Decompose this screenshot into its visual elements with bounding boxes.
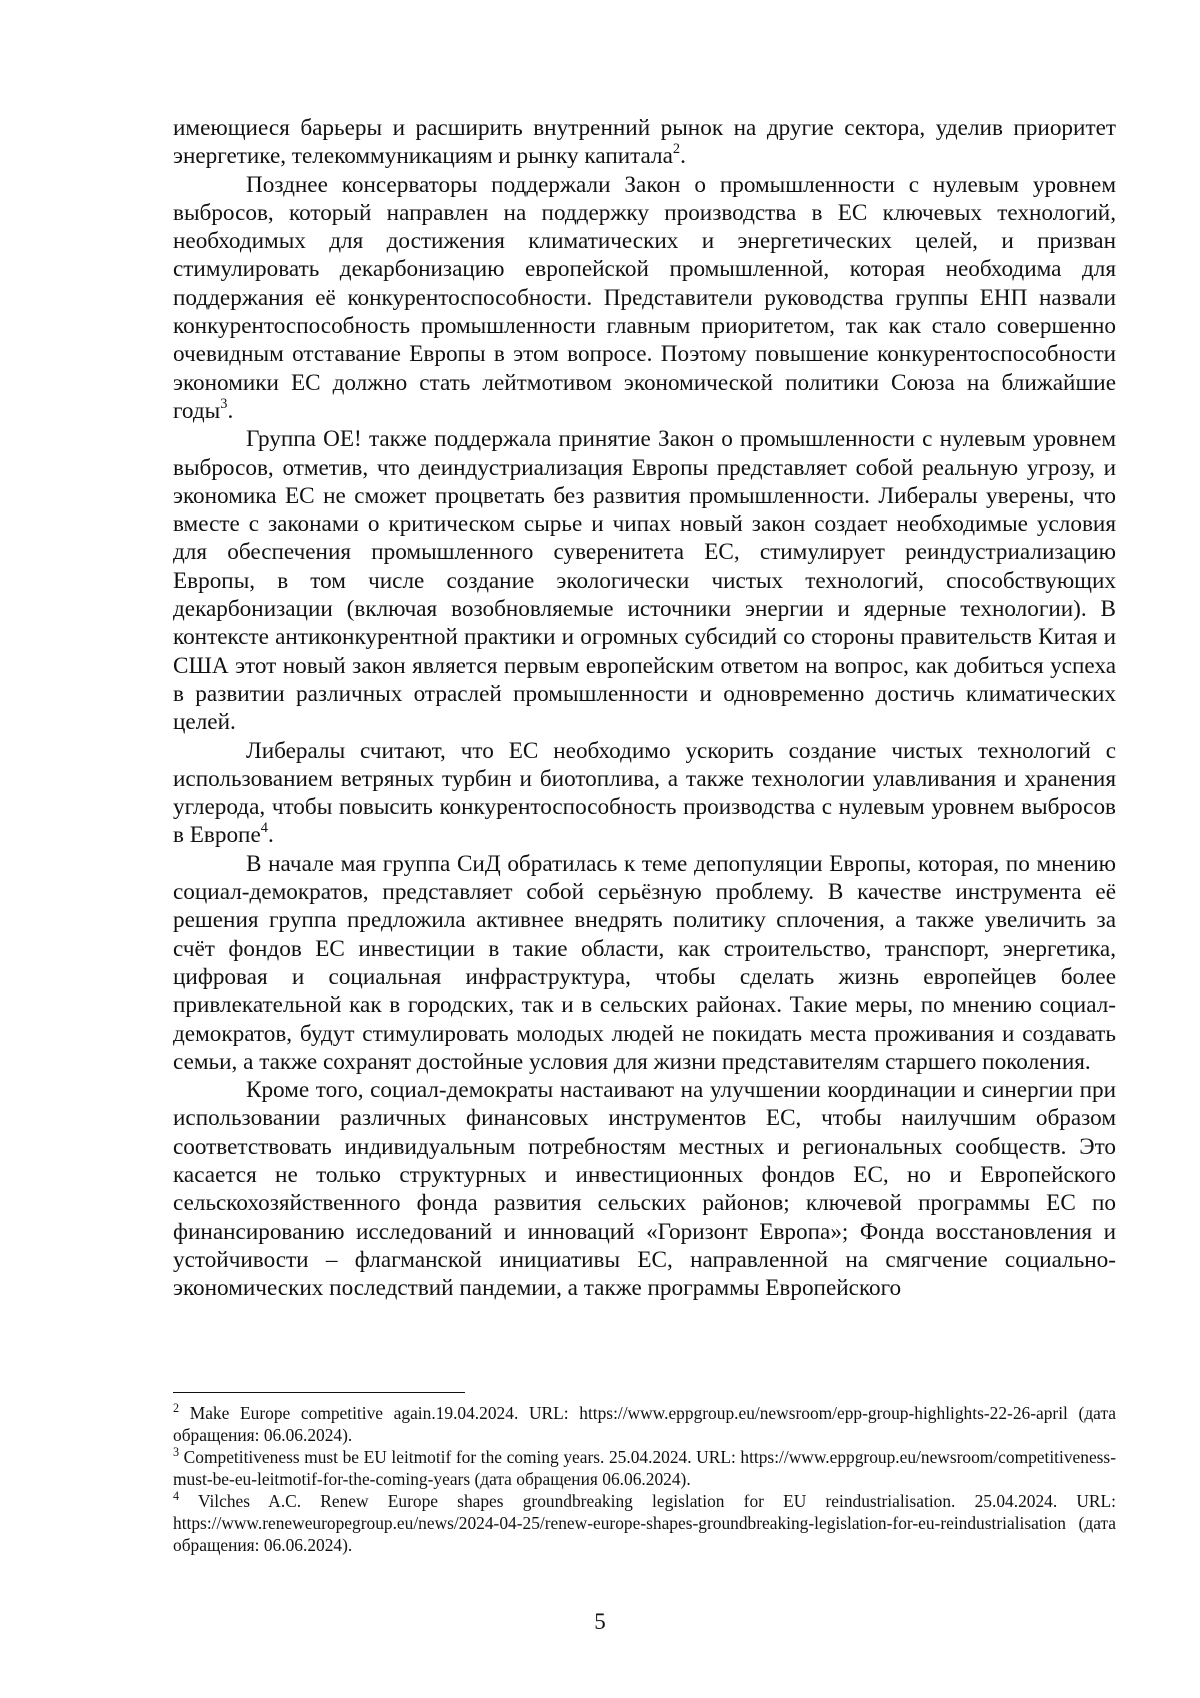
- footnote-number: 4: [173, 1489, 180, 1504]
- footnote-text: Make Europe competitive again.19.04.2024. URL: https://www.eppgroup.eu/newsroom/epp-group-highlights-22-26-april (дата обращения: 06.06.2024).: [173, 1403, 1116, 1445]
- paragraph-5: В начале мая группа СиД обратилась к теме депопуляции Европы, которая, по мнению социал-демократов, представляет собой серьёзную проблему. В качестве инструмента её решения группа предложила активнее внедрять политику сплочения, а также увеличить за счёт фондов ЕС инвестиции в такие области, как строительство, транспорт, энергетика, цифровая и социальная инфраструктура, чтобы сделать жизнь европейцев более привлекательной как в городских, так и в сельских районах. Такие меры, по мнению социал-демократов, будут стимулировать молодых людей не покидать места проживания и создавать семьи, а также сохранят достойные условия для жизни представителям старшего поколения.: [173, 850, 1116, 1075]
- paragraph-1: [173, 114, 1116, 171]
- paragraph-4: [173, 737, 1116, 850]
- footnotes: [173, 1402, 1116, 1556]
- paragraph-tail: .: [267, 822, 274, 849]
- footnote-4: [173, 1490, 1116, 1556]
- footnote-2: [173, 1402, 1116, 1446]
- footnote-separator: [173, 1392, 465, 1393]
- paragraph-text: имеющиеся барьеры и расширить внутренний рынок на другие сектора, уделив приоритет энергетике, телекоммуникациям и рынку капитала: [173, 115, 1116, 170]
- footnote-text: Competitiveness must be EU leitmotif for the coming years. 25.04.2024. URL: https://www.eppgroup.eu/newsroom/competitiveness-must-be-eu-leitmotif-for-the-coming-years (дата обращения 06.06.2024).: [173, 1447, 1116, 1489]
- footnote-number: 2: [173, 1401, 180, 1416]
- footnote-3: [173, 1446, 1116, 1490]
- paragraph-text: Либералы считают, что ЕС необходимо ускорить создание чистых технологий с использованием ветряных турбин и биотоплива, а также технологии улавливания и хранения углерода, чтобы повысить конкурентоспособность производства с нулевым уровнем выбросов в Европе: [173, 737, 1116, 849]
- paragraph-tail: .: [227, 397, 234, 424]
- footnote-text: Vilches A.C. Renew Europe shapes groundbreaking legislation for EU reindustrialisation. 25.04.2024. URL: https://www.reneweuropegroup.eu/news/2024-04-25/renew-europe-shapes-groundbreaking-legislation-for-eu-reindustrialisation (дата обращения: 06.06.2024).: [173, 1491, 1116, 1555]
- paragraph-text: Позднее консерваторы поддержали Закон о промышленности с нулевым уровнем выбросов, который направлен на поддержку производства в ЕС ключевых технологий, необходимых для достижения климатических и энергетических целей, и призван стимулировать декарбонизацию европейской промышленной, которая необходима для поддержания её конкурентоспособности. Представители руководства группы ЕНП назвали конкурентоспособность промышленности главным приоритетом, так как стало совершенно очевидным отставание Европы в этом вопросе. Поэтому повышение конкурентоспособности экономики ЕС должно стать лейтмотивом экономической политики Союза на ближайшие годы: [173, 171, 1116, 424]
- footnote-number: 3: [173, 1445, 180, 1460]
- footnote-ref-3: 3: [220, 395, 228, 412]
- paragraph-6: Кроме того, социал-демократы настаивают на улучшении координации и синергии при использовании различных финансовых инструментов ЕС, чтобы наилучшим образом соответствовать индивидуальным потребностям местных и региональных сообществ. Это касается не только структурных и инвестиционных фондов ЕС, но и Европейского сельскохозяйственного фонда развития сельских районов; ключевой программы ЕС по финансированию исследований и инноваций «Горизонт Европа»; Фонда восстановления и устойчивости – флагманской инициативы ЕС, направленной на смягчение социально-экономических последствий пандемии, а также программы Европейского: [173, 1077, 1116, 1302]
- paragraph-2: [173, 171, 1116, 426]
- paragraph-3: Группа ОЕ! также поддержала принятие Закон о промышленности с нулевым уровнем выбросов, отметив, что деиндустриализация Европы представляет собой реальную угрозу, и экономика ЕС не сможет процветать без развития промышленности. Либералы уверены, что вместе с законами о критическом сырье и чипах новый закон создает необходимые условия для обеспечения промышленного суверенитета ЕС, стимулирует реиндустриализацию Европы, в том числе создание экологически чистых технологий, способствующих декарбонизации (включая возобновляемые источники энергии и ядерные технологии). В контексте антиконкурентной практики и огромных субсидий со стороны правительств Китая и США этот новый закон является первым европейским ответом на вопрос, как добиться успеха в развитии различных отраслей промышленности и одновременно достичь климатических целей.: [173, 426, 1116, 736]
- footnote-ref-2: 2: [672, 141, 681, 158]
- paragraph-tail: .: [680, 143, 686, 170]
- footnote-ref-4: 4: [260, 820, 268, 837]
- main-text: [173, 114, 1116, 1302]
- page-number: 5: [594, 1609, 606, 1634]
